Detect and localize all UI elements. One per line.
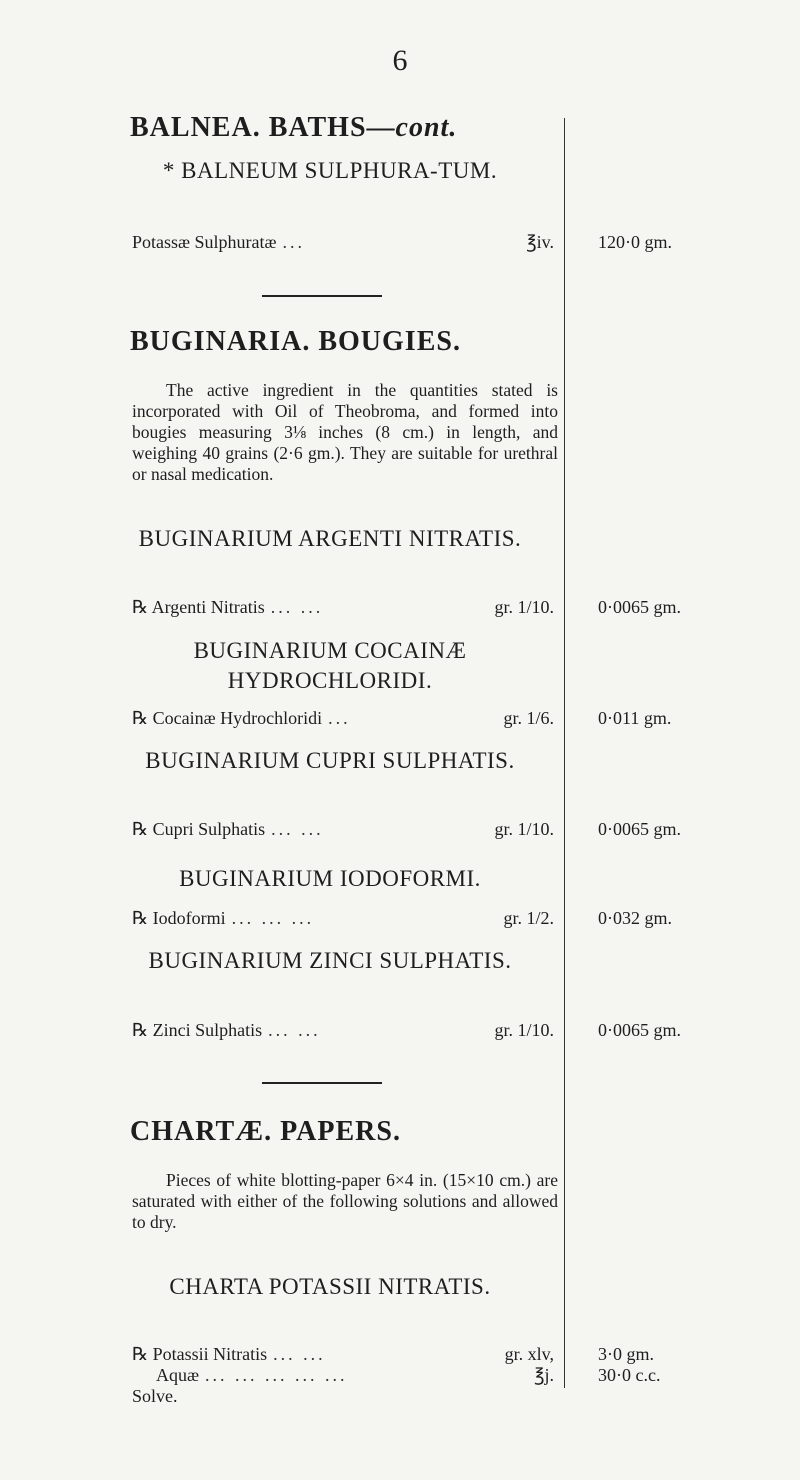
ingredient-name: Potassæ Sulphuratæ [132,232,277,252]
metric-quantity: 0·0065 gm. [598,819,681,839]
bougies-intro-paragraph: The active ingredient in the quantities stated is incorporated with Oil of Theobroma, and formed into bougies measuring 3⅛ inches (8 cm.) in length, and weighing 40 grains (2·6 gm.). They are suitable for urethral or nasal medication. [132,380,558,484]
section-rule [262,295,382,297]
ingredient-name: ℞ Argenti Nitratis [132,597,265,617]
prescription-line [132,819,554,840]
leader-dots: ... [328,708,351,728]
sub-heading-zinci: BUGINARIUM ZINCI SULPHATIS. [148,948,512,973]
ingredient-quantity: gr. 1/10. [494,819,554,839]
sub-heading-iodoformi: BUGINARIUM IODOFORMI. [179,866,481,891]
ingredient-quantity: gr. 1/6. [503,708,554,728]
metric-quantity: 0·0065 gm. [598,597,681,617]
leader-dots: ... ... [271,819,324,839]
ingredient-name: ℞ Zinci Sulphatis [132,1020,263,1040]
ingredient-name: ℞ Potassii Nitratis [132,1344,268,1364]
sub-heading-potassii: CHARTA POTASSII NITRATIS. [169,1274,491,1299]
metric-quantity: 0·0065 gm. [598,1020,681,1040]
ingredient-quantity: gr. 1/10. [494,597,554,617]
ingredient-quantity: ℥j. [534,1365,554,1385]
ingredient-name: Aquæ [156,1365,200,1385]
metric-quantity: 0·011 gm. [598,708,672,728]
ingredient-name: ℞ Cupri Sulphatis [132,819,266,839]
prescription-line [132,908,554,929]
solve-instruction: Solve. [132,1386,178,1406]
ingredient-quantity: gr. 1/10. [494,1020,554,1040]
prescription-line [132,708,554,729]
page-number: 6 [392,44,408,77]
leader-dots: ... ... [270,597,324,617]
leader-dots: ... ... ... ... ... [205,1365,348,1385]
ingredient-quantity: ℥iv. [526,232,554,252]
leader-dots: ... [282,232,306,252]
prescription-line [132,232,554,253]
metric-quantity: 0·032 gm. [598,908,672,928]
prescription-line [132,1020,554,1041]
prescription-line [156,1365,554,1386]
prescription-line [132,597,554,618]
leader-dots: ... ... ... [231,908,315,928]
sub-heading-cupri: BUGINARIUM CUPRI SULPHATIS. [145,748,515,773]
section-title-cont: cont. [395,112,458,143]
section-title-balnea [130,112,457,144]
section-title-chartae: CHARTÆ. PAPERS. [130,1116,401,1147]
leader-dots: ... ... [268,1020,321,1040]
sub-heading-argenti: BUGINARIUM ARGENTI NITRATIS. [138,526,522,551]
sub-heading-cocainae: BUGINARIUM COCAINÆ HYDROCHLORIDI. [193,638,467,693]
prescription-line [132,1344,554,1365]
chartae-intro-paragraph: Pieces of white blotting-paper 6×4 in. (15×10 cm.) are saturated with either of the following solutions and allowed to dry. [132,1170,558,1232]
metric-quantity: 30·0 c.c. [598,1365,661,1385]
section-title-text: BALNEA. BATHS— [130,112,396,143]
ingredient-quantity: gr. 1/2. [503,908,554,928]
ingredient-name: ℞ Cocainæ Hydrochloridi [132,708,323,728]
metric-quantity: 120·0 gm. [598,232,672,252]
section-title-buginaria: BUGINARIA. BOUGIES. [130,326,461,357]
ingredient-quantity: gr. xlv, [504,1344,554,1364]
metric-quantity: 3·0 gm. [598,1344,654,1364]
leader-dots: ... ... [273,1344,326,1364]
ingredient-name: ℞ Iodoformi [132,908,226,928]
column-divider [564,118,565,1388]
sub-heading-balneum: * BALNEUM SULPHURA-TUM. [162,158,498,183]
section-rule [262,1082,382,1084]
